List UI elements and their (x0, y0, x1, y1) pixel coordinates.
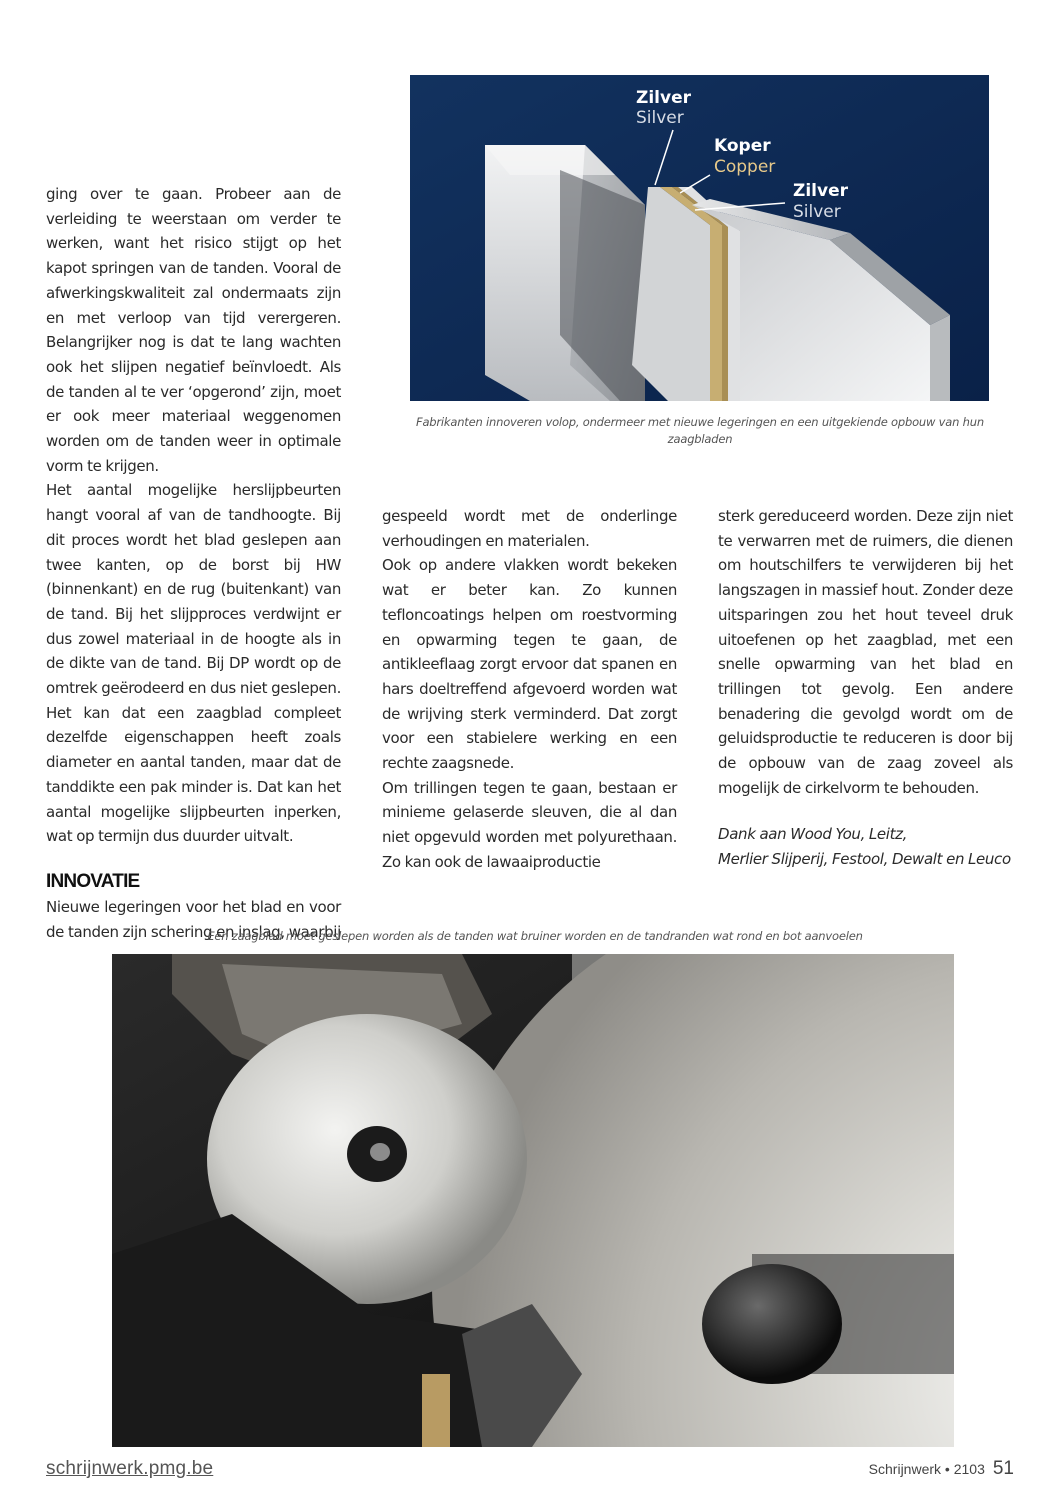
col1-paragraph-2: Het aantal mogelijke herslijpbeurten hangt vooral af van de tandhoogte. Bij dit proces wordt het blad geslepen aan twee kanten, op de borst bij HW (binnenkant) en de rug (buitenkant) van de tand. Bij het slijpproces verdwijnt er dus zowel materiaal in de hoogte als in de dikte van de tand. Bij DP wordt op de omtrek geërodeerd en dus niet geslepen. Het kan dat een zaagblad compleet dezelfde eigenschappen heeft zoals diameter en aantal tanden, maar dat de tanddikte een pak minder is. Dat kan het aantal mogelijke slijpbeurten inperken, wat op termijn dus duurder uitvalt. (46, 481, 341, 846)
saw-blade-grinding-photo (112, 954, 954, 1447)
col1-paragraph-1: ging over te gaan. Probeer aan de verleiding te weerstaan om verder te werken, want het risico stijgt op het kapot springen van de tanden. Vooral de afwerkingskwaliteit zal ondermaats zijn en met verloop van tijd verergeren. Belangrijker nog is dat te lang wachten ook het slijpen negatief beïnvloedt. Als de tanden al te ver ‘opgerond’ zijn, moet er ook meer materiaal weggenomen worden om de tanden weer in optimale vorm te krijgen. (46, 185, 341, 475)
article-column-2 (382, 504, 677, 875)
col2-paragraph-2: Ook op andere vlakken wordt bekeken wat er beter kan. Zo kunnen tefloncoatings helpen om roestvorming en opwarming tegen te gaan, de antikleeflaag zorgt ervoor dat spanen en hars doeltreffend afgevoerd worden wat de wrijving sterk verminderd. Dat zorgt voor een stabielere werking en een rechte zaagsnede. (382, 556, 677, 773)
figure2-caption: Een zaagblad moet geslepen worden als de tanden wat bruiner worden en de tandranden wat rond en bot aanvoelen (207, 929, 863, 943)
article-column-3 (718, 504, 1013, 872)
section-heading-innovatie: INNOVATIE (46, 870, 140, 892)
page-number: 51 (992, 1458, 1014, 1479)
label-zilver-top: Zilver (636, 88, 691, 108)
label-koper: Koper (714, 136, 771, 156)
acknowledgements-line-1: Dank aan Wood You, Leitz, (718, 825, 908, 844)
magazine-issue: Schrijnwerk • 2103 (868, 1461, 985, 1477)
label-silver-top: Silver (636, 108, 684, 128)
website-link[interactable]: schrijnwerk.pmg.be (46, 1458, 214, 1479)
layered-blade-figure (410, 75, 989, 401)
col3-paragraph-1: sterk gereduceerd worden. Deze zijn niet te verwarren met de ruimers, die dienen om houtschilfers te verwijderen bij het langszagen in massief hout. Zonder deze uitsparingen zou het hout teveel druk uitoefenen op het zaagblad, met een snelle opwarming van het blad en trillingen tot gevolg. Een andere benadering die gevolgd wordt om de geluidsproductie te reduceren is door bij de opbouw van de zaag zoveel als mogelijk de cirkelvorm te behouden. (718, 507, 1013, 797)
label-zilver-bottom: Zilver (793, 181, 848, 201)
label-silver-bottom: Silver (793, 202, 841, 222)
page-footer (869, 1458, 1014, 1480)
col1-paragraph-3: Nieuwe legeringen voor het blad en voor de tanden zijn schering en inslag, waarbij (46, 897, 341, 941)
acknowledgements (718, 822, 1013, 871)
col2-paragraph-3: Om trillingen tegen te gaan, bestaan er minieme gelaserde sleuven, die al dan niet opgevuld worden met polyurethaan. Zo kan ook de lawaaiproductie (382, 778, 677, 871)
article-column-1 (46, 182, 341, 944)
acknowledgements-line-2: Merlier Slijperij, Festool, Dewalt en Leuco (718, 850, 1011, 869)
figure1-caption: Fabrikanten innoveren volop, ondermeer met nieuwe legeringen en een uitgekiende opbouw van hun zaagbladen (416, 415, 984, 446)
label-copper: Copper (714, 157, 776, 177)
col2-paragraph-1: gespeeld wordt met de onderlinge verhoudingen en materialen. (382, 507, 677, 550)
